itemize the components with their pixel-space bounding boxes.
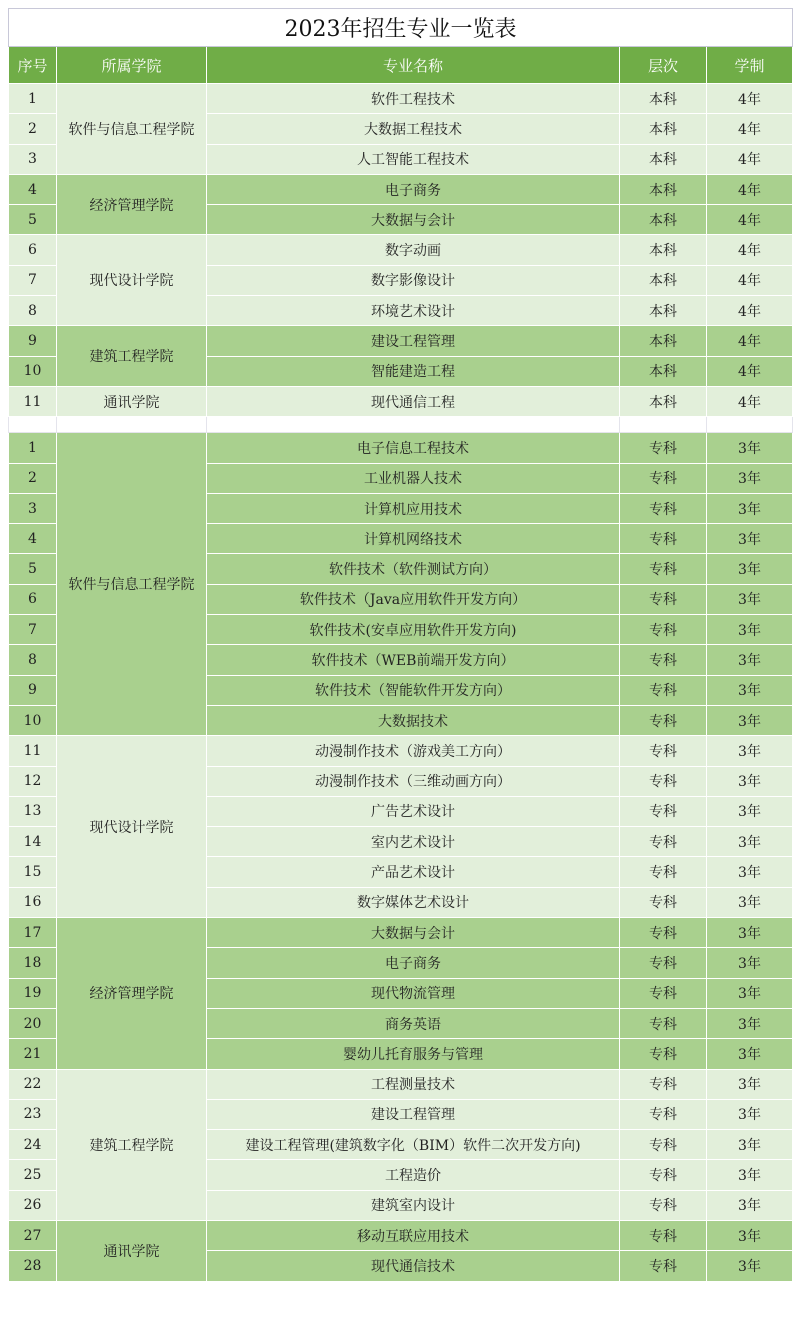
major-cell: 软件技术（智能软件开发方向） (207, 675, 620, 705)
years-cell: 3年 (707, 584, 793, 614)
major-cell: 广告艺术设计 (207, 796, 620, 826)
years-cell: 4年 (707, 356, 793, 386)
years-cell: 4年 (707, 205, 793, 235)
major-cell: 建设工程管理 (207, 326, 620, 356)
major-cell: 婴幼儿托育服务与管理 (207, 1039, 620, 1069)
row-number: 9 (9, 326, 57, 356)
table-row (9, 433, 793, 463)
empty-cell (9, 417, 57, 433)
college-cell: 通讯学院 (57, 1220, 207, 1281)
row-number: 4 (9, 174, 57, 204)
years-cell: 3年 (707, 978, 793, 1008)
years-cell: 3年 (707, 1099, 793, 1129)
major-cell: 现代物流管理 (207, 978, 620, 1008)
empty-cell (207, 417, 620, 433)
level-cell: 专科 (620, 433, 707, 463)
level-cell: 专科 (620, 645, 707, 675)
level-cell: 专科 (620, 493, 707, 523)
level-cell: 专科 (620, 1039, 707, 1069)
major-cell: 移动互联应用技术 (207, 1220, 620, 1250)
row-number: 10 (9, 705, 57, 735)
row-number: 18 (9, 948, 57, 978)
major-cell: 软件技术(安卓应用软件开发方向) (207, 615, 620, 645)
level-cell: 本科 (620, 205, 707, 235)
years-cell: 4年 (707, 296, 793, 326)
level-cell: 专科 (620, 1099, 707, 1129)
major-cell: 电子商务 (207, 174, 620, 204)
years-cell: 3年 (707, 615, 793, 645)
major-cell: 大数据工程技术 (207, 114, 620, 144)
major-cell: 数字影像设计 (207, 265, 620, 295)
college-cell: 通讯学院 (57, 386, 207, 416)
level-cell: 专科 (620, 1008, 707, 1038)
college-cell: 建筑工程学院 (57, 1069, 207, 1220)
major-cell: 现代通信技术 (207, 1251, 620, 1281)
college-cell: 建筑工程学院 (57, 326, 207, 387)
separator-row (9, 417, 793, 433)
years-cell: 3年 (707, 1160, 793, 1190)
major-cell: 建设工程管理 (207, 1099, 620, 1129)
row-number: 20 (9, 1008, 57, 1038)
level-cell: 专科 (620, 1069, 707, 1099)
level-cell: 本科 (620, 386, 707, 416)
college-cell: 现代设计学院 (57, 235, 207, 326)
level-cell: 本科 (620, 174, 707, 204)
row-number: 22 (9, 1069, 57, 1099)
row-number: 1 (9, 433, 57, 463)
level-cell: 专科 (620, 827, 707, 857)
major-cell: 动漫制作技术（三维动画方向） (207, 766, 620, 796)
years-cell: 4年 (707, 326, 793, 356)
row-number: 4 (9, 524, 57, 554)
major-cell: 智能建造工程 (207, 356, 620, 386)
row-number: 16 (9, 887, 57, 917)
table-row (9, 918, 793, 948)
table-title: 2023年招生专业一览表 (9, 9, 793, 47)
college-cell: 软件与信息工程学院 (57, 433, 207, 736)
table-row (9, 1069, 793, 1099)
level-cell: 专科 (620, 1160, 707, 1190)
major-cell: 现代通信工程 (207, 386, 620, 416)
major-cell: 数字动画 (207, 235, 620, 265)
major-cell: 电子商务 (207, 948, 620, 978)
years-cell: 3年 (707, 675, 793, 705)
table-row (9, 84, 793, 114)
level-cell: 专科 (620, 918, 707, 948)
row-number: 25 (9, 1160, 57, 1190)
row-number: 2 (9, 114, 57, 144)
row-number: 6 (9, 235, 57, 265)
years-cell: 3年 (707, 1069, 793, 1099)
row-number: 3 (9, 144, 57, 174)
major-cell: 软件技术（Java应用软件开发方向） (207, 584, 620, 614)
years-cell: 4年 (707, 84, 793, 114)
empty-cell (620, 417, 707, 433)
years-cell: 3年 (707, 1220, 793, 1250)
years-cell: 3年 (707, 1039, 793, 1069)
years-cell: 3年 (707, 827, 793, 857)
years-cell: 3年 (707, 433, 793, 463)
level-cell: 本科 (620, 326, 707, 356)
row-number: 12 (9, 766, 57, 796)
row-number: 2 (9, 463, 57, 493)
years-cell: 3年 (707, 645, 793, 675)
major-cell: 产品艺术设计 (207, 857, 620, 887)
level-cell: 专科 (620, 524, 707, 554)
row-number: 7 (9, 615, 57, 645)
row-number: 28 (9, 1251, 57, 1281)
years-cell: 3年 (707, 493, 793, 523)
row-number: 1 (9, 84, 57, 114)
major-cell: 大数据技术 (207, 705, 620, 735)
header-no: 序号 (9, 47, 57, 84)
row-number: 9 (9, 675, 57, 705)
row-number: 10 (9, 356, 57, 386)
level-cell: 本科 (620, 144, 707, 174)
row-number: 26 (9, 1190, 57, 1220)
row-number: 11 (9, 736, 57, 766)
years-cell: 3年 (707, 766, 793, 796)
row-number: 7 (9, 265, 57, 295)
years-cell: 3年 (707, 705, 793, 735)
level-cell: 本科 (620, 296, 707, 326)
years-cell: 3年 (707, 524, 793, 554)
empty-cell (707, 417, 793, 433)
level-cell: 专科 (620, 766, 707, 796)
level-cell: 本科 (620, 265, 707, 295)
header-level: 层次 (620, 47, 707, 84)
table-row (9, 386, 793, 416)
row-number: 21 (9, 1039, 57, 1069)
level-cell: 专科 (620, 796, 707, 826)
level-cell: 本科 (620, 114, 707, 144)
row-number: 23 (9, 1099, 57, 1129)
level-cell: 本科 (620, 235, 707, 265)
row-number: 5 (9, 554, 57, 584)
years-cell: 4年 (707, 144, 793, 174)
years-cell: 3年 (707, 1008, 793, 1038)
major-cell: 计算机网络技术 (207, 524, 620, 554)
level-cell: 专科 (620, 675, 707, 705)
years-cell: 3年 (707, 948, 793, 978)
major-cell: 大数据与会计 (207, 205, 620, 235)
college-cell: 经济管理学院 (57, 174, 207, 235)
row-number: 14 (9, 827, 57, 857)
college-cell: 经济管理学院 (57, 918, 207, 1069)
major-cell: 商务英语 (207, 1008, 620, 1038)
row-number: 5 (9, 205, 57, 235)
level-cell: 本科 (620, 356, 707, 386)
level-cell: 专科 (620, 1130, 707, 1160)
major-cell: 工业机器人技术 (207, 463, 620, 493)
major-cell: 室内艺术设计 (207, 827, 620, 857)
major-cell: 软件工程技术 (207, 84, 620, 114)
row-number: 8 (9, 296, 57, 326)
years-cell: 4年 (707, 235, 793, 265)
years-cell: 3年 (707, 887, 793, 917)
years-cell: 3年 (707, 736, 793, 766)
row-number: 15 (9, 857, 57, 887)
empty-cell (57, 417, 207, 433)
row-number: 6 (9, 584, 57, 614)
row-number: 11 (9, 386, 57, 416)
level-cell: 专科 (620, 554, 707, 584)
level-cell: 专科 (620, 1251, 707, 1281)
major-cell: 电子信息工程技术 (207, 433, 620, 463)
header-college: 所属学院 (57, 47, 207, 84)
row-number: 3 (9, 493, 57, 523)
level-cell: 专科 (620, 463, 707, 493)
table-row (9, 235, 793, 265)
major-cell: 计算机应用技术 (207, 493, 620, 523)
major-cell: 人工智能工程技术 (207, 144, 620, 174)
major-cell: 建设工程管理(建筑数字化（BIM）软件二次开发方向) (207, 1130, 620, 1160)
level-cell: 专科 (620, 1190, 707, 1220)
years-cell: 3年 (707, 1130, 793, 1160)
major-cell: 建筑室内设计 (207, 1190, 620, 1220)
major-cell: 工程测量技术 (207, 1069, 620, 1099)
years-cell: 3年 (707, 796, 793, 826)
major-cell: 动漫制作技术（游戏美工方向） (207, 736, 620, 766)
row-number: 19 (9, 978, 57, 1008)
row-number: 24 (9, 1130, 57, 1160)
row-number: 27 (9, 1220, 57, 1250)
level-cell: 专科 (620, 978, 707, 1008)
level-cell: 专科 (620, 948, 707, 978)
years-cell: 3年 (707, 918, 793, 948)
college-cell: 现代设计学院 (57, 736, 207, 918)
level-cell: 专科 (620, 615, 707, 645)
major-cell: 环境艺术设计 (207, 296, 620, 326)
enrollment-table (8, 8, 793, 1282)
table-row (9, 174, 793, 204)
level-cell: 专科 (620, 705, 707, 735)
major-cell: 数字媒体艺术设计 (207, 887, 620, 917)
table-row (9, 1220, 793, 1250)
row-number: 8 (9, 645, 57, 675)
years-cell: 3年 (707, 857, 793, 887)
table-row (9, 736, 793, 766)
row-number: 17 (9, 918, 57, 948)
major-cell: 软件技术（WEB前端开发方向） (207, 645, 620, 675)
level-cell: 专科 (620, 857, 707, 887)
row-number: 13 (9, 796, 57, 826)
college-cell: 软件与信息工程学院 (57, 84, 207, 175)
years-cell: 4年 (707, 174, 793, 204)
table-row (9, 326, 793, 356)
years-cell: 4年 (707, 265, 793, 295)
years-cell: 3年 (707, 554, 793, 584)
level-cell: 专科 (620, 1220, 707, 1250)
level-cell: 本科 (620, 84, 707, 114)
major-cell: 大数据与会计 (207, 918, 620, 948)
enrollment-table-container (8, 8, 792, 1282)
years-cell: 4年 (707, 114, 793, 144)
level-cell: 专科 (620, 887, 707, 917)
header-years: 学制 (707, 47, 793, 84)
header-major: 专业名称 (207, 47, 620, 84)
major-cell: 软件技术（软件测试方向） (207, 554, 620, 584)
level-cell: 专科 (620, 584, 707, 614)
level-cell: 专科 (620, 736, 707, 766)
years-cell: 3年 (707, 1251, 793, 1281)
years-cell: 3年 (707, 463, 793, 493)
major-cell: 工程造价 (207, 1160, 620, 1190)
years-cell: 3年 (707, 1190, 793, 1220)
years-cell: 4年 (707, 386, 793, 416)
